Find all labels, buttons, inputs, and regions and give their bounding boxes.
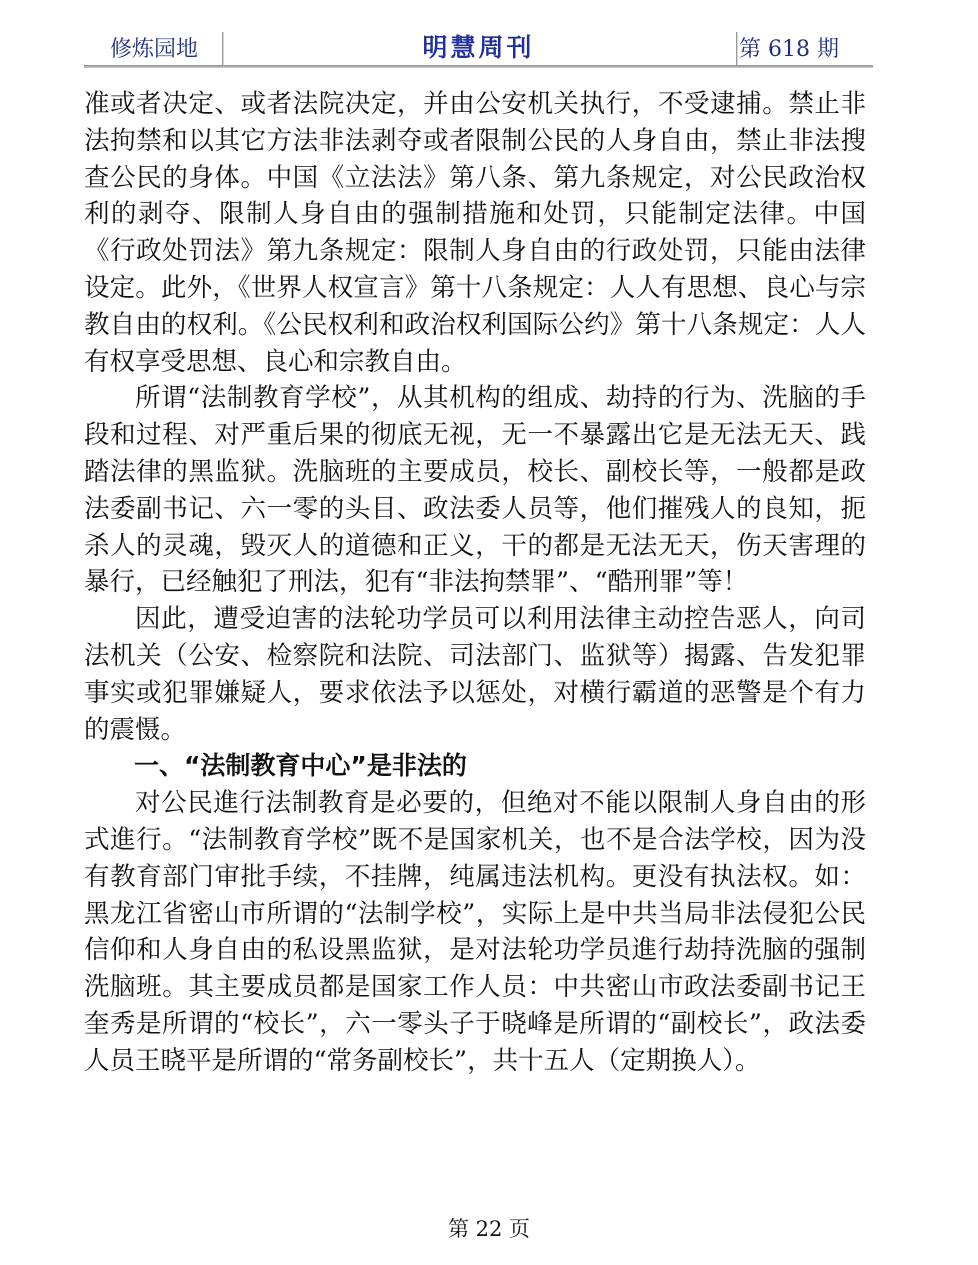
paragraph-4: 对公民進行法制教育是必要的，但绝对不能以限制人身自由的形式進行。“法制教育学校”既不是国家机关，也不是合法学校，因为没有教育部门审批手续，不挂牌，纯属违法机构。更没有执法权。如：黑龙江省密山市所谓的“法制学校”，实际上是中共当局非法侵犯公民信仰和人身自由的私设黑监狱，是对法轮功学员進行劫持洗脑的强制洗脑班。其主要成员都是国家工作人员：中共密山市政法委副书记王奎秀是所谓的“校长”，六一零头子于晓峰是所谓的“副校长”，政法委人员王晓平是所谓的“常务副校长”，共十五人（定期换人）。	[84, 788, 866, 1076]
paragraph-3: 因此，遭受迫害的法轮功学员可以利用法律主动控告恶人，向司法机关（公安、检察院和法院、司法部门、监狱等）揭露、告发犯罪事实或犯罪嫌疑人，要求依法予以惩处，对横行霸道的恶警是个有力的震慑。	[84, 604, 866, 745]
article-body	[84, 86, 866, 1080]
header-divider-right	[736, 32, 737, 66]
paragraph-2: 所谓“法制教育学校”，从其机构的组成、劫持的行为、洗脑的手段和过程、对严重后果的彻底无视，无一不暴露出它是无法无天、践踏法律的黑监狱。洗脑班的主要成员，校长、副校长等，一般都是政法委副书记、六一零的头目、政法委人员等，他们摧残人的良知，扼杀人的灵魂，毁灭人的道德和正义，干的都是无法无天，伤天害理的暴行，已经触犯了刑法，犯有“非法拘禁罪”、“酷刑罪”等！	[84, 383, 866, 598]
header-issue-number: 第 618 期	[739, 37, 839, 62]
page-number: 第 22 页	[447, 1217, 531, 1241]
header-rule	[84, 65, 873, 68]
page-header	[84, 28, 873, 66]
section-heading: 一、“法制教育中心”是非法的	[134, 751, 467, 781]
header-section-label: 修炼园地	[110, 37, 199, 62]
paragraph-1: 准或者决定、或者法院决定，并由公安机关执行，不受逮捕。禁止非法拘禁和以其它方法非法剥夺或者限制公民的人身自由，禁止非法搜查公民的身体。中国《立法法》第八条、第九条规定，对公民政治权利的剥夺、限制人身自由的强制措施和处罚，只能制定法律。中国《行政处罚法》第九条规定：限制人身自由的行政处罚，只能由法律设定。此外，《世界人权宣言》第十八条规定：人人有思想、良心与宗教自由的权利。《公民权利和政治权利国际公约》第十八条规定：人人有权享受思想、良心和宗教自由。	[84, 89, 866, 377]
header-publication-title: 明慧周刊	[422, 33, 535, 62]
